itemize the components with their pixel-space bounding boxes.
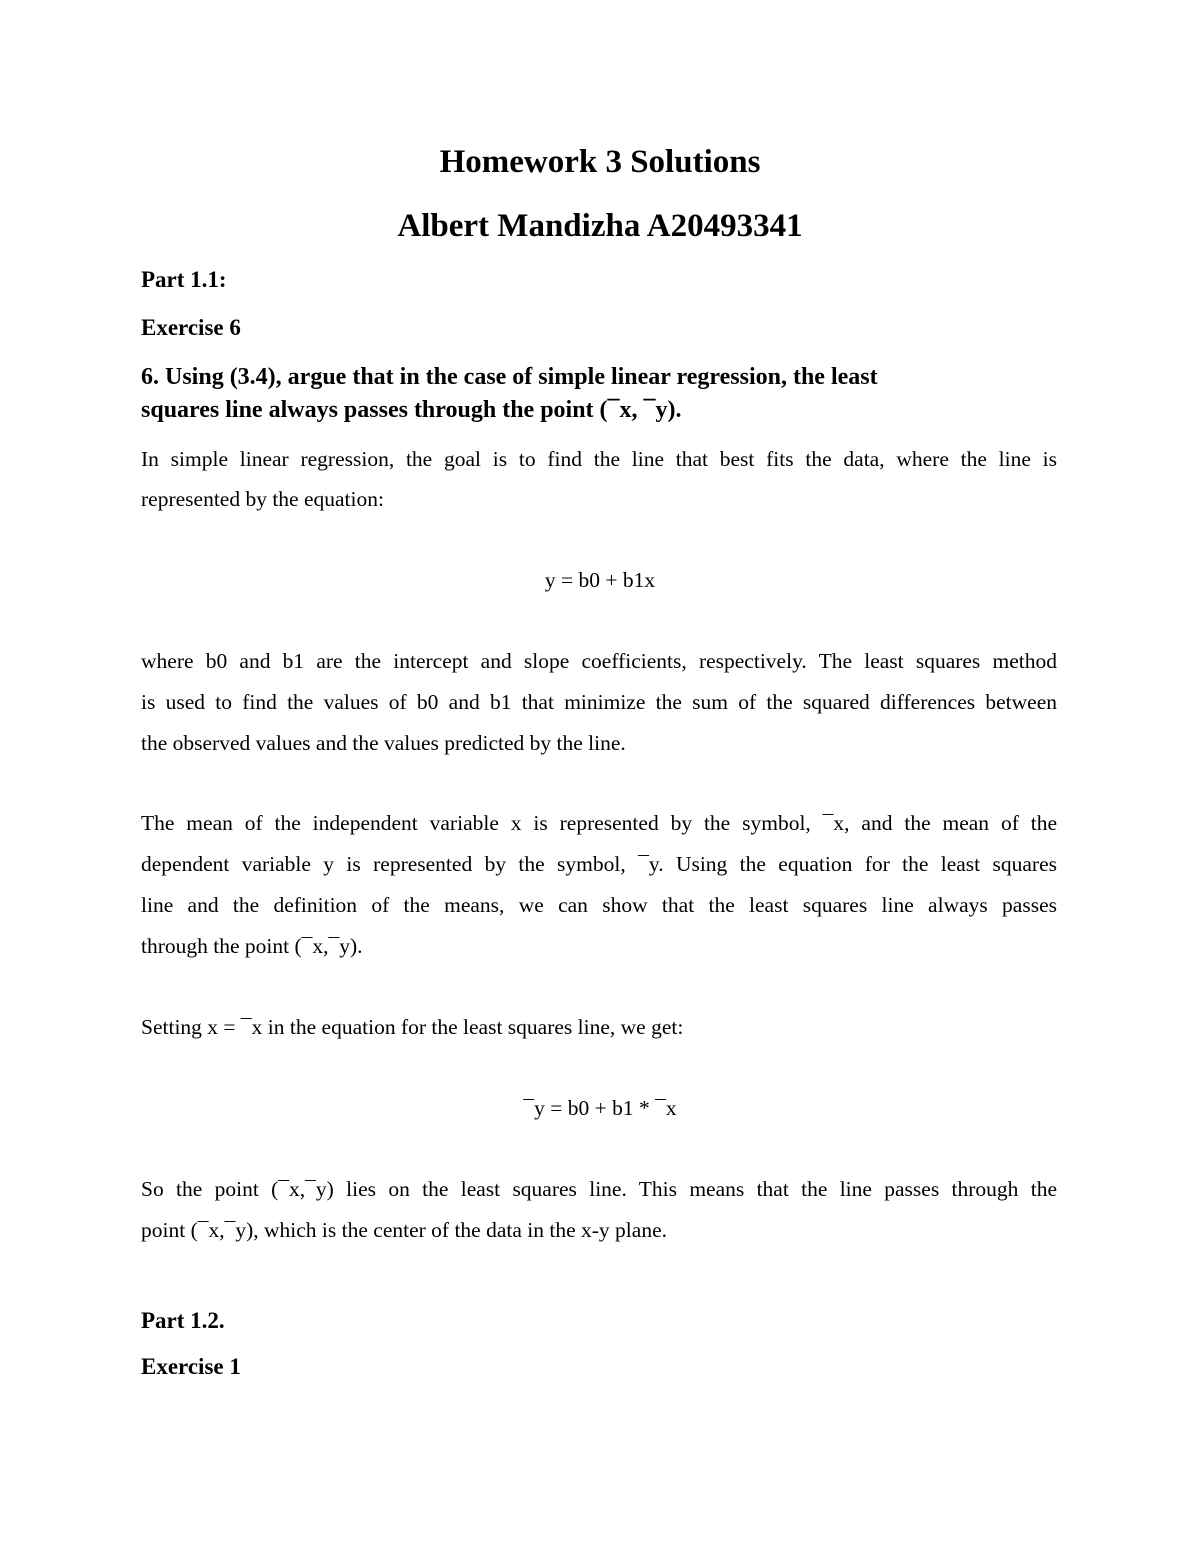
paragraph-3-line-4: through the point (¯x,¯y).: [141, 934, 363, 958]
paragraph-3-line-2: dependent variable y is represented by the symbol, ¯y. Using the equation for the least squares: [141, 852, 1057, 876]
exercise-heading-1: Exercise 1: [141, 1354, 241, 1379]
exercise-heading-6: Exercise 6: [141, 315, 241, 340]
paragraph-4: Setting x = ¯x in the equation for the least squares line, we get:: [141, 1015, 684, 1039]
equation-line: y = b0 + b1x: [544, 568, 656, 592]
paragraph-2-line-3: the observed values and the values predicted by the line.: [141, 731, 626, 755]
paragraph-2-line-2: is used to find the values of b0 and b1 that minimize the sum of the squared differences between: [141, 690, 1057, 714]
paragraph-5-line-1: So the point (¯x,¯y) lies on the least squares line. This means that the line passes through the: [141, 1177, 1057, 1201]
part-heading-1-1: Part 1.1:: [141, 267, 227, 292]
paragraph-1-line-2: represented by the equation:: [141, 487, 384, 511]
paragraph-3-line-1: The mean of the independent variable x is represented by the symbol, ¯x, and the mean of the: [141, 811, 1057, 835]
question-line-1: 6. Using (3.4), argue that in the case of simple linear regression, the least: [141, 364, 878, 390]
question-line-2: squares line always passes through the point (¯x, ¯y).: [141, 397, 682, 423]
author-line: Albert Mandizha A20493341: [397, 208, 803, 244]
document-title: Homework 3 Solutions: [439, 144, 761, 180]
paragraph-5-line-2: point (¯x,¯y), which is the center of the data in the x-y plane.: [141, 1218, 667, 1242]
paragraph-2-line-1: where b0 and b1 are the intercept and slope coefficients, respectively. The least squares method: [141, 649, 1057, 673]
paragraph-1-line-1: In simple linear regression, the goal is to find the line that best fits the data, where the line is: [141, 447, 1057, 471]
part-heading-1-2: Part 1.2.: [141, 1308, 225, 1333]
paragraph-3-line-3: line and the definition of the means, we can show that the least squares line always passes: [141, 893, 1057, 917]
equation-mean-line: ¯y = b0 + b1 * ¯x: [523, 1096, 677, 1120]
